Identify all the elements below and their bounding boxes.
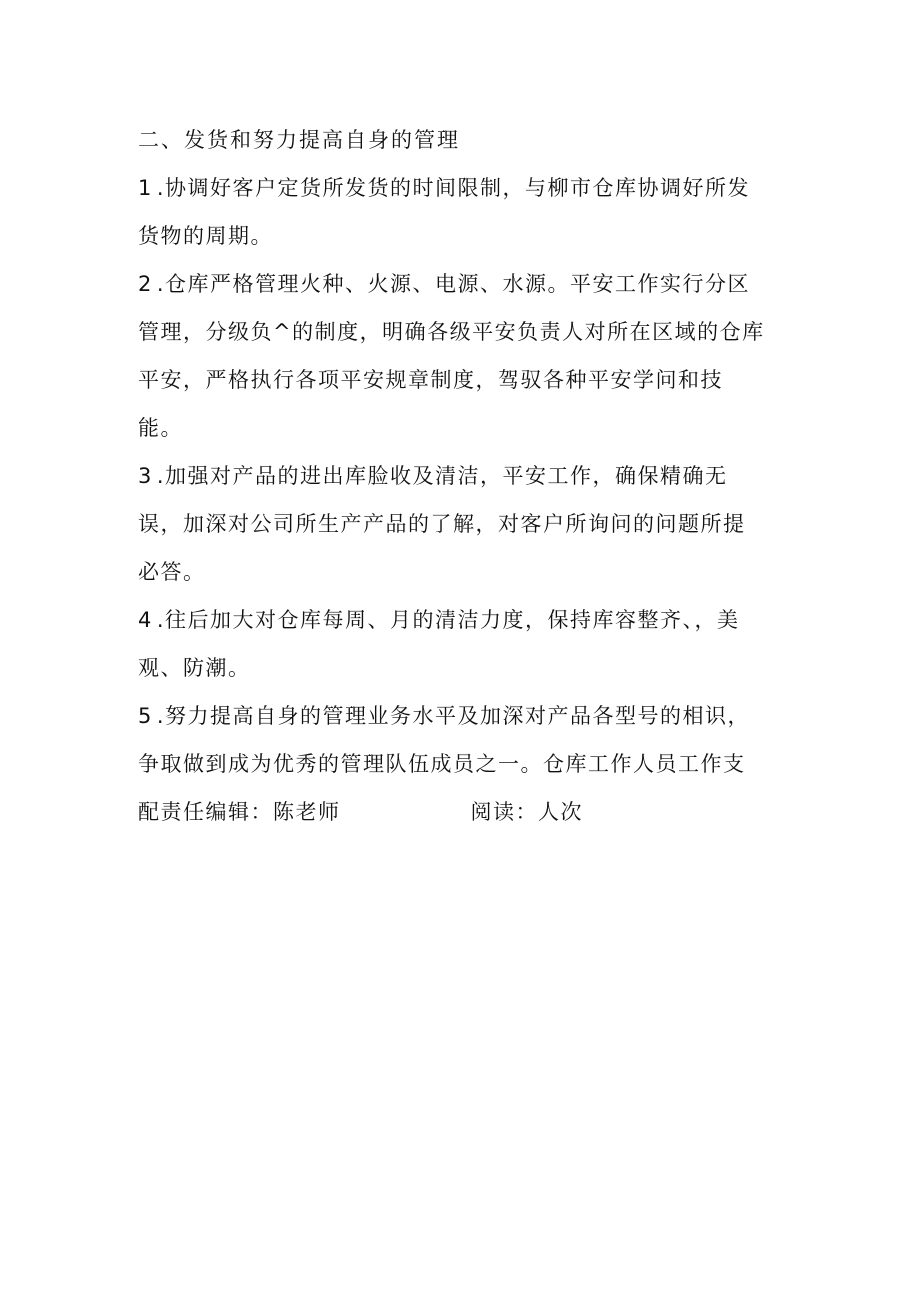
list-item-2-text-1: .仓库严格管理火种、火源、电源、水源。平安工作实行分区 xyxy=(156,272,751,296)
list-item-5-line-1 xyxy=(138,692,788,740)
list-item-5-number: 5 xyxy=(138,704,153,728)
list-item-3-text-1: .加强对产品的进出库脸收及清洁，平安工作，确保精确无 xyxy=(156,464,728,488)
list-item-1 xyxy=(138,164,788,260)
list-item-4-text-1: .往后加大对仓库每周、月的清洁力度，保持库容整齐、，美 xyxy=(156,608,740,632)
list-item-1-line-2: 货物的周期。 xyxy=(138,224,273,248)
list-item-1-number: 1 xyxy=(138,176,153,200)
section-heading: 二、发货和努力提高自身的管理 xyxy=(138,128,460,152)
list-item-2-number: 2 xyxy=(138,272,153,296)
list-item-2-line-4: 能。 xyxy=(138,416,183,440)
list-item-2 xyxy=(138,260,788,452)
list-item-3 xyxy=(138,452,788,596)
list-item-4-line-2: 观、防潮。 xyxy=(138,656,251,680)
list-item-5-line-2: 争取做到成为优秀的管理队伍成员之一。仓库工作人员工作支 xyxy=(138,752,746,776)
list-item-4-number: 4 xyxy=(138,608,153,632)
list-item-2-line-2: 管理，分级负^的制度，明确各级平安负责人对所在区域的仓库 xyxy=(138,320,765,344)
list-item-1-text-1: .协调好客户定货所发货的时间限制，与柳市仓库协调好所发 xyxy=(156,176,751,200)
editor-credit: 配责任编辑：陈老师 xyxy=(138,800,341,824)
document-body xyxy=(138,116,788,836)
list-item-3-line-3: 必答。 xyxy=(138,560,206,584)
list-item-1-line-1 xyxy=(138,164,788,212)
list-item-2-line-1 xyxy=(138,260,788,308)
list-item-5 xyxy=(138,692,788,788)
list-item-3-line-1 xyxy=(138,452,788,500)
read-count: 阅读：人次 xyxy=(470,800,583,824)
list-item-3-line-2: 误，加深对公司所生产产品的了解，对客户所询问的问题所提 xyxy=(138,512,746,536)
list-item-5-text-1: .努力提高自身的管理业务水平及加深对产品各型号的相识， xyxy=(156,704,751,728)
list-item-4 xyxy=(138,596,788,692)
list-item-3-number: 3 xyxy=(138,464,153,488)
list-item-4-line-1 xyxy=(138,596,788,644)
list-item-2-line-3: 平安，严格执行各项平安规章制度，驾驭各种平安学问和技 xyxy=(138,368,723,392)
footer-line xyxy=(138,788,788,836)
